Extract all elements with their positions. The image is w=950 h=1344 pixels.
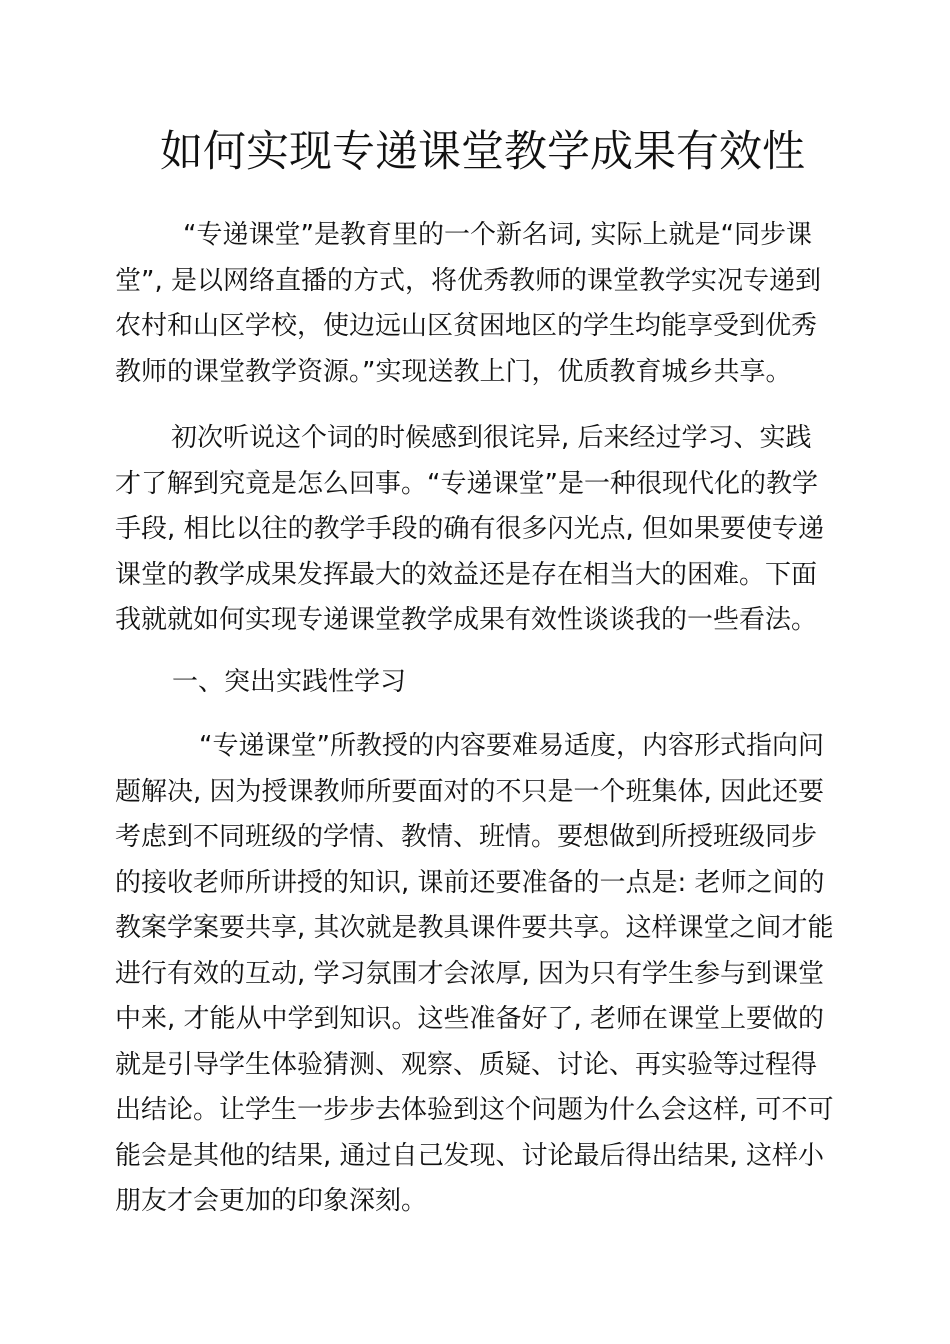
section-heading: 一、突出实践性学习	[172, 667, 407, 697]
paragraph-intro: “专递课堂”是教育里的一个新名词, 实际上就是“同步课堂”, 是以网络直播的方式，将优秀教师的课堂教学实况专递到农村和山区学校，使边远山区贫困地区的学生均能享受到优秀教师的课堂教学资源。”实现送教上门，优质教育城乡共享。	[115, 220, 821, 387]
paragraph-second: 初次听说这个词的时候感到很诧异, 后来经过学习、实践才了解到究竟是怎么回事。“专递课堂”是一种很现代化的教学手段, 相比以往的教学手段的确有很多闪光点, 但如果要使专递课堂的教学成果发挥最大的效益还是存在相当大的困难。下面我就就如何实现专递课堂教学成果有效性谈谈我的一些看法。	[115, 423, 825, 635]
document-title: 如何实现专递课堂教学成果有效性	[160, 127, 805, 177]
section-paragraph: “专递课堂”所教授的内容要难易适度，内容形式指向问题解决, 因为授课教师所要面对的不只是一个班集体, 因此还要考虑到不同班级的学情、教情、班情。要想做到所授班级同步的接收老师所讲授的知识, 课前还要准备的一点是: 老师之间的教案学案要共享, 其次就是教具课件要共享。这样课堂之间才能进行有效的互动, 学习氛围才会浓厚, 因为只有学生参与到课堂中来, 才能从中学到知识。这些准备好了, 老师在课堂上要做的就是引导学生体验猜测、观察、质疑、讨论、再实验等过程得出结论。让学生一步步去体验到这个问题为什么会这样, 可不可能会是其他的结果, 通过自己发现、讨论最后得出结果, 这样小朋友才会更加的印象深刻。	[115, 731, 834, 1216]
